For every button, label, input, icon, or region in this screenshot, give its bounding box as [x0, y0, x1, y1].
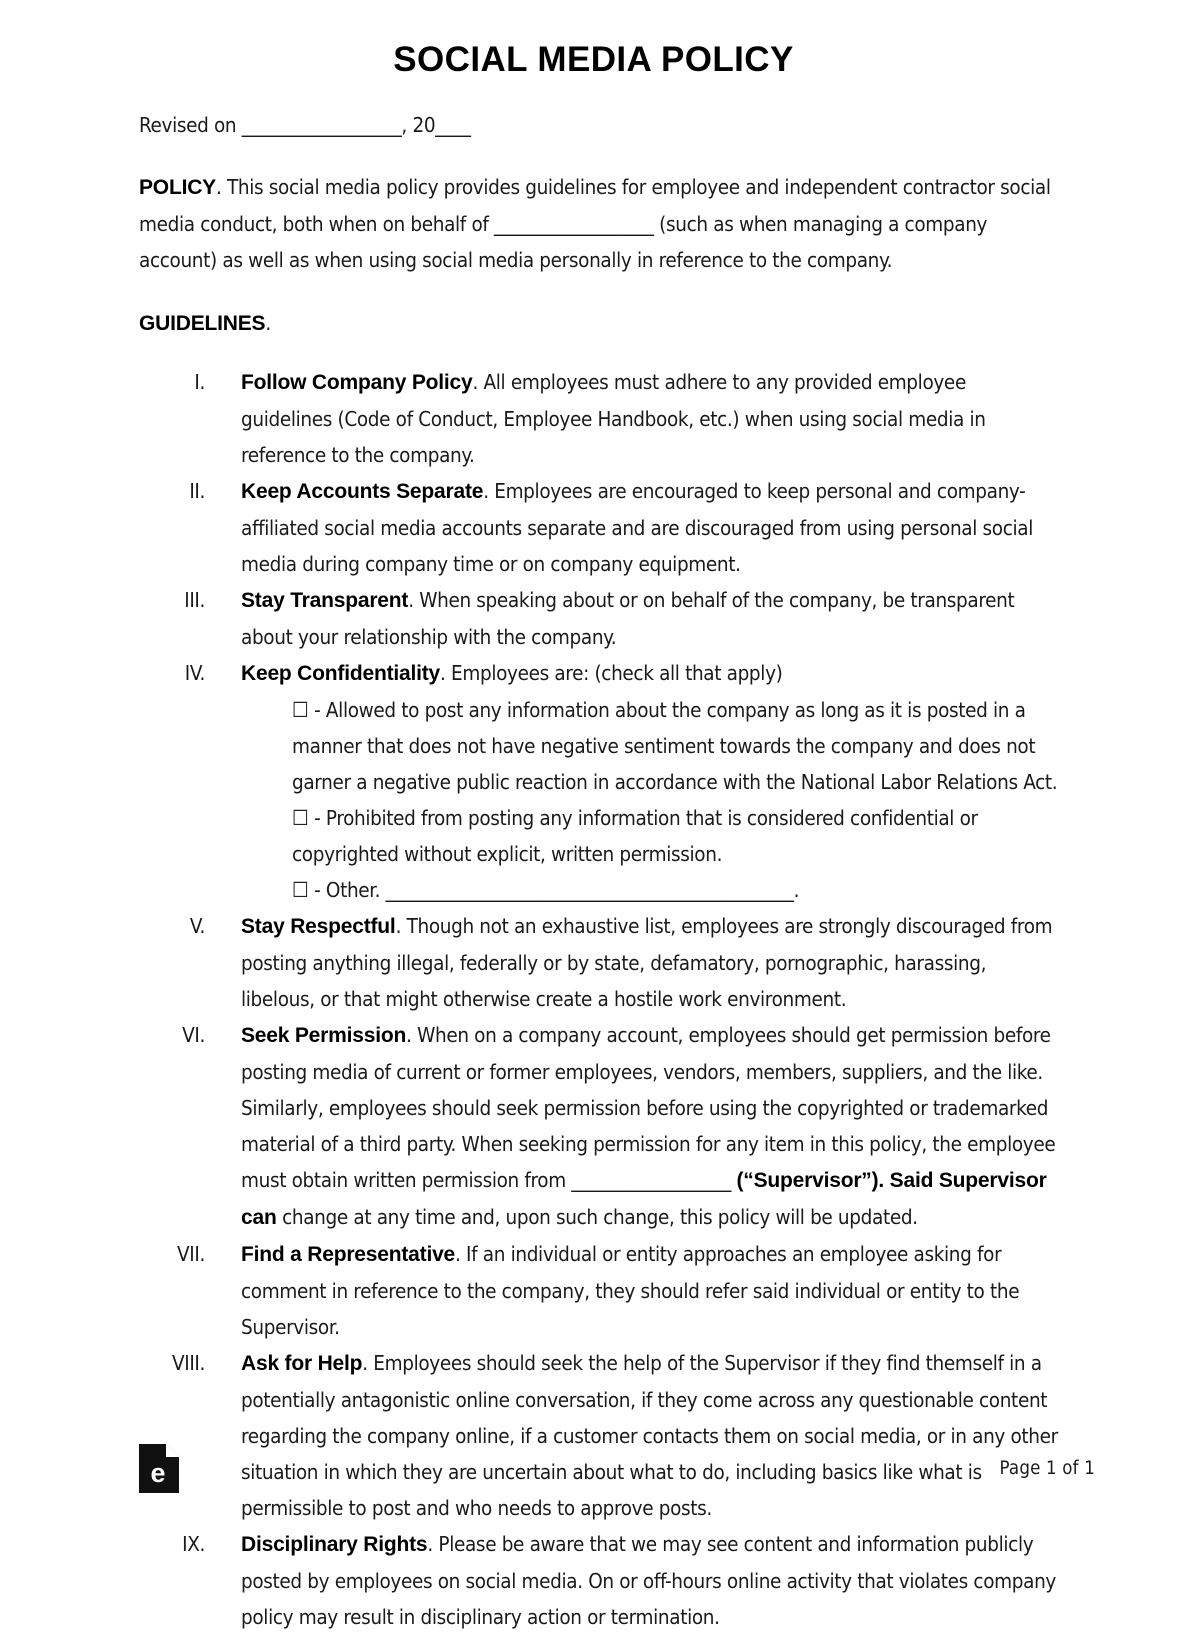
- guideline-text: . If an individual or entity approaches an employee asking for comment in reference to the company, they should refer said individual or entity to the Supervisor.: [241, 1242, 1020, 1339]
- document-logo-icon: [139, 1444, 179, 1493]
- guideline-title: Disciplinary Rights: [241, 1533, 428, 1556]
- guideline-text: . Employees are encouraged to keep personal and company-affiliated social media accounts separate and are discouraged from using personal social media during company time or on company equipment.: [241, 479, 1034, 576]
- guideline-numeral: VII.: [177, 1242, 205, 1266]
- guideline-text: . Employees should seek the help of the Supervisor if they find themself in a potentially antagonistic online conversation, if they come across any questionable content regarding the company online, if a customer contacts them on social media, or in any other situation in which they are uncertain about what to do, including basics like what is permissible to post and who needs to approve posts.: [241, 1351, 1058, 1520]
- policy-heading: POLICY: [139, 176, 216, 199]
- guideline-body: [205, 1345, 1059, 1526]
- guideline-numeral: IX.: [182, 1532, 205, 1556]
- revised-on-line: Revised on __________________, 20____: [139, 113, 471, 137]
- guideline-body: [205, 1236, 1059, 1345]
- guideline-body: [205, 1526, 1059, 1635]
- checkbox-label: - Allowed to post any information about the company as long as it is posted in a manner that does not have negative sentiment towards the company and does not garner a negative public reaction in accordance with the National Labor Relations Act.: [292, 698, 1058, 794]
- guideline-body: [205, 364, 1059, 473]
- checkbox-icon[interactable]: ☐: [292, 878, 309, 902]
- guidelines-heading: [0, 278, 1187, 342]
- guideline-numeral: V.: [189, 914, 205, 938]
- page-title: SOCIAL MEDIA POLICY: [393, 40, 794, 79]
- guideline-numeral: VIII.: [171, 1351, 205, 1375]
- guideline-numeral: I.: [194, 370, 205, 394]
- guideline-item: [0, 1236, 1187, 1345]
- guideline-text-continued: change at any time and, upon such change, this policy will be updated.: [276, 1205, 918, 1229]
- guideline-item: [0, 908, 1187, 1017]
- guideline-item: [0, 582, 1187, 655]
- guideline-body: [205, 655, 1059, 908]
- guideline-bold-tail: (“Supervisor”). Said Supervisor can: [241, 1169, 1047, 1229]
- guideline-title: Stay Transparent: [241, 589, 409, 612]
- page-footer: [0, 1438, 1187, 1498]
- guideline-item: [0, 1526, 1187, 1635]
- guideline-text: . Employees are: (check all that apply): [440, 661, 783, 685]
- guideline-title: Keep Accounts Separate: [241, 480, 484, 503]
- guideline-title: Ask for Help: [241, 1352, 363, 1375]
- checkbox-icon[interactable]: ☐: [292, 698, 309, 722]
- page-number: Page 1 of 1: [999, 1457, 1095, 1479]
- confidentiality-checklist: [241, 692, 1059, 908]
- guideline-item: [0, 473, 1187, 582]
- guideline-numeral: II.: [189, 479, 205, 503]
- checkbox-icon[interactable]: ☐: [292, 806, 309, 830]
- policy-text: . This social media policy provides guidelines for employee and independent contractor social media conduct, both when on behalf of __________________ (such as when managing a company account) as well as when using social media personally in reference to the company.: [139, 175, 1051, 272]
- guidelines-heading-label: GUIDELINES: [139, 312, 266, 335]
- guideline-body: [205, 1017, 1059, 1236]
- guideline-body: [205, 908, 1059, 1017]
- checkbox-label: - Prohibited from posting any information that is considered confidential or copyrighted without explicit, written permission.: [292, 806, 978, 866]
- guideline-item: [0, 1345, 1187, 1526]
- guideline-numeral: IV.: [184, 661, 205, 685]
- guideline-item: [0, 1017, 1187, 1236]
- policy-paragraph: [0, 143, 1187, 278]
- guideline-body: [205, 473, 1059, 582]
- checkbox-label: - Other. ______________________________________________.: [314, 878, 800, 902]
- guideline-text: . All employees must adhere to any provided employee guidelines (Code of Conduct, Employee Handbook, etc.) when using social media in reference to the company.: [241, 370, 986, 467]
- checklist-item: [241, 800, 1059, 872]
- guideline-numeral: III.: [184, 588, 205, 612]
- checklist-item: [241, 692, 1059, 800]
- eforms-logo: [139, 1444, 179, 1493]
- guideline-title: Stay Respectful: [241, 915, 396, 938]
- guideline-text: . Though not an exhaustive list, employees are strongly discouraged from posting anything illegal, federally or by state, defamatory, pornographic, harassing, libelous, or that might otherwise create a hostile work environment.: [241, 914, 1053, 1011]
- guideline-text: . When speaking about or on behalf of the company, be transparent about your relationship with the company.: [241, 588, 1015, 649]
- guideline-title: Keep Confidentiality: [241, 662, 441, 685]
- guideline-numeral: VI.: [182, 1023, 205, 1047]
- guideline-item: [0, 655, 1187, 908]
- guideline-item: [0, 364, 1187, 473]
- guideline-title: Seek Permission: [241, 1024, 407, 1047]
- logo-letter: e: [150, 1457, 166, 1488]
- guidelines-heading-period: .: [265, 311, 271, 335]
- guideline-text: . When on a company account, employees should get permission before posting media of current or former employees, vendors, members, suppliers, and the like. Similarly, employees should seek permission before using the copyrighted or trademarked material of a third party. When seeking permission for any item in this policy, the employee must obtain written permission from __________________: [241, 1023, 1056, 1192]
- guideline-text: . Please be aware that we may see content and information publicly posted by employees on social media. On or off-hours online activity that violates company policy may result in disciplinary action or termination.: [241, 1532, 1056, 1629]
- guideline-body: [205, 582, 1059, 655]
- guideline-title: Find a Representative: [241, 1243, 456, 1266]
- guideline-title: Follow Company Policy: [241, 371, 473, 394]
- checklist-item: [241, 872, 1059, 908]
